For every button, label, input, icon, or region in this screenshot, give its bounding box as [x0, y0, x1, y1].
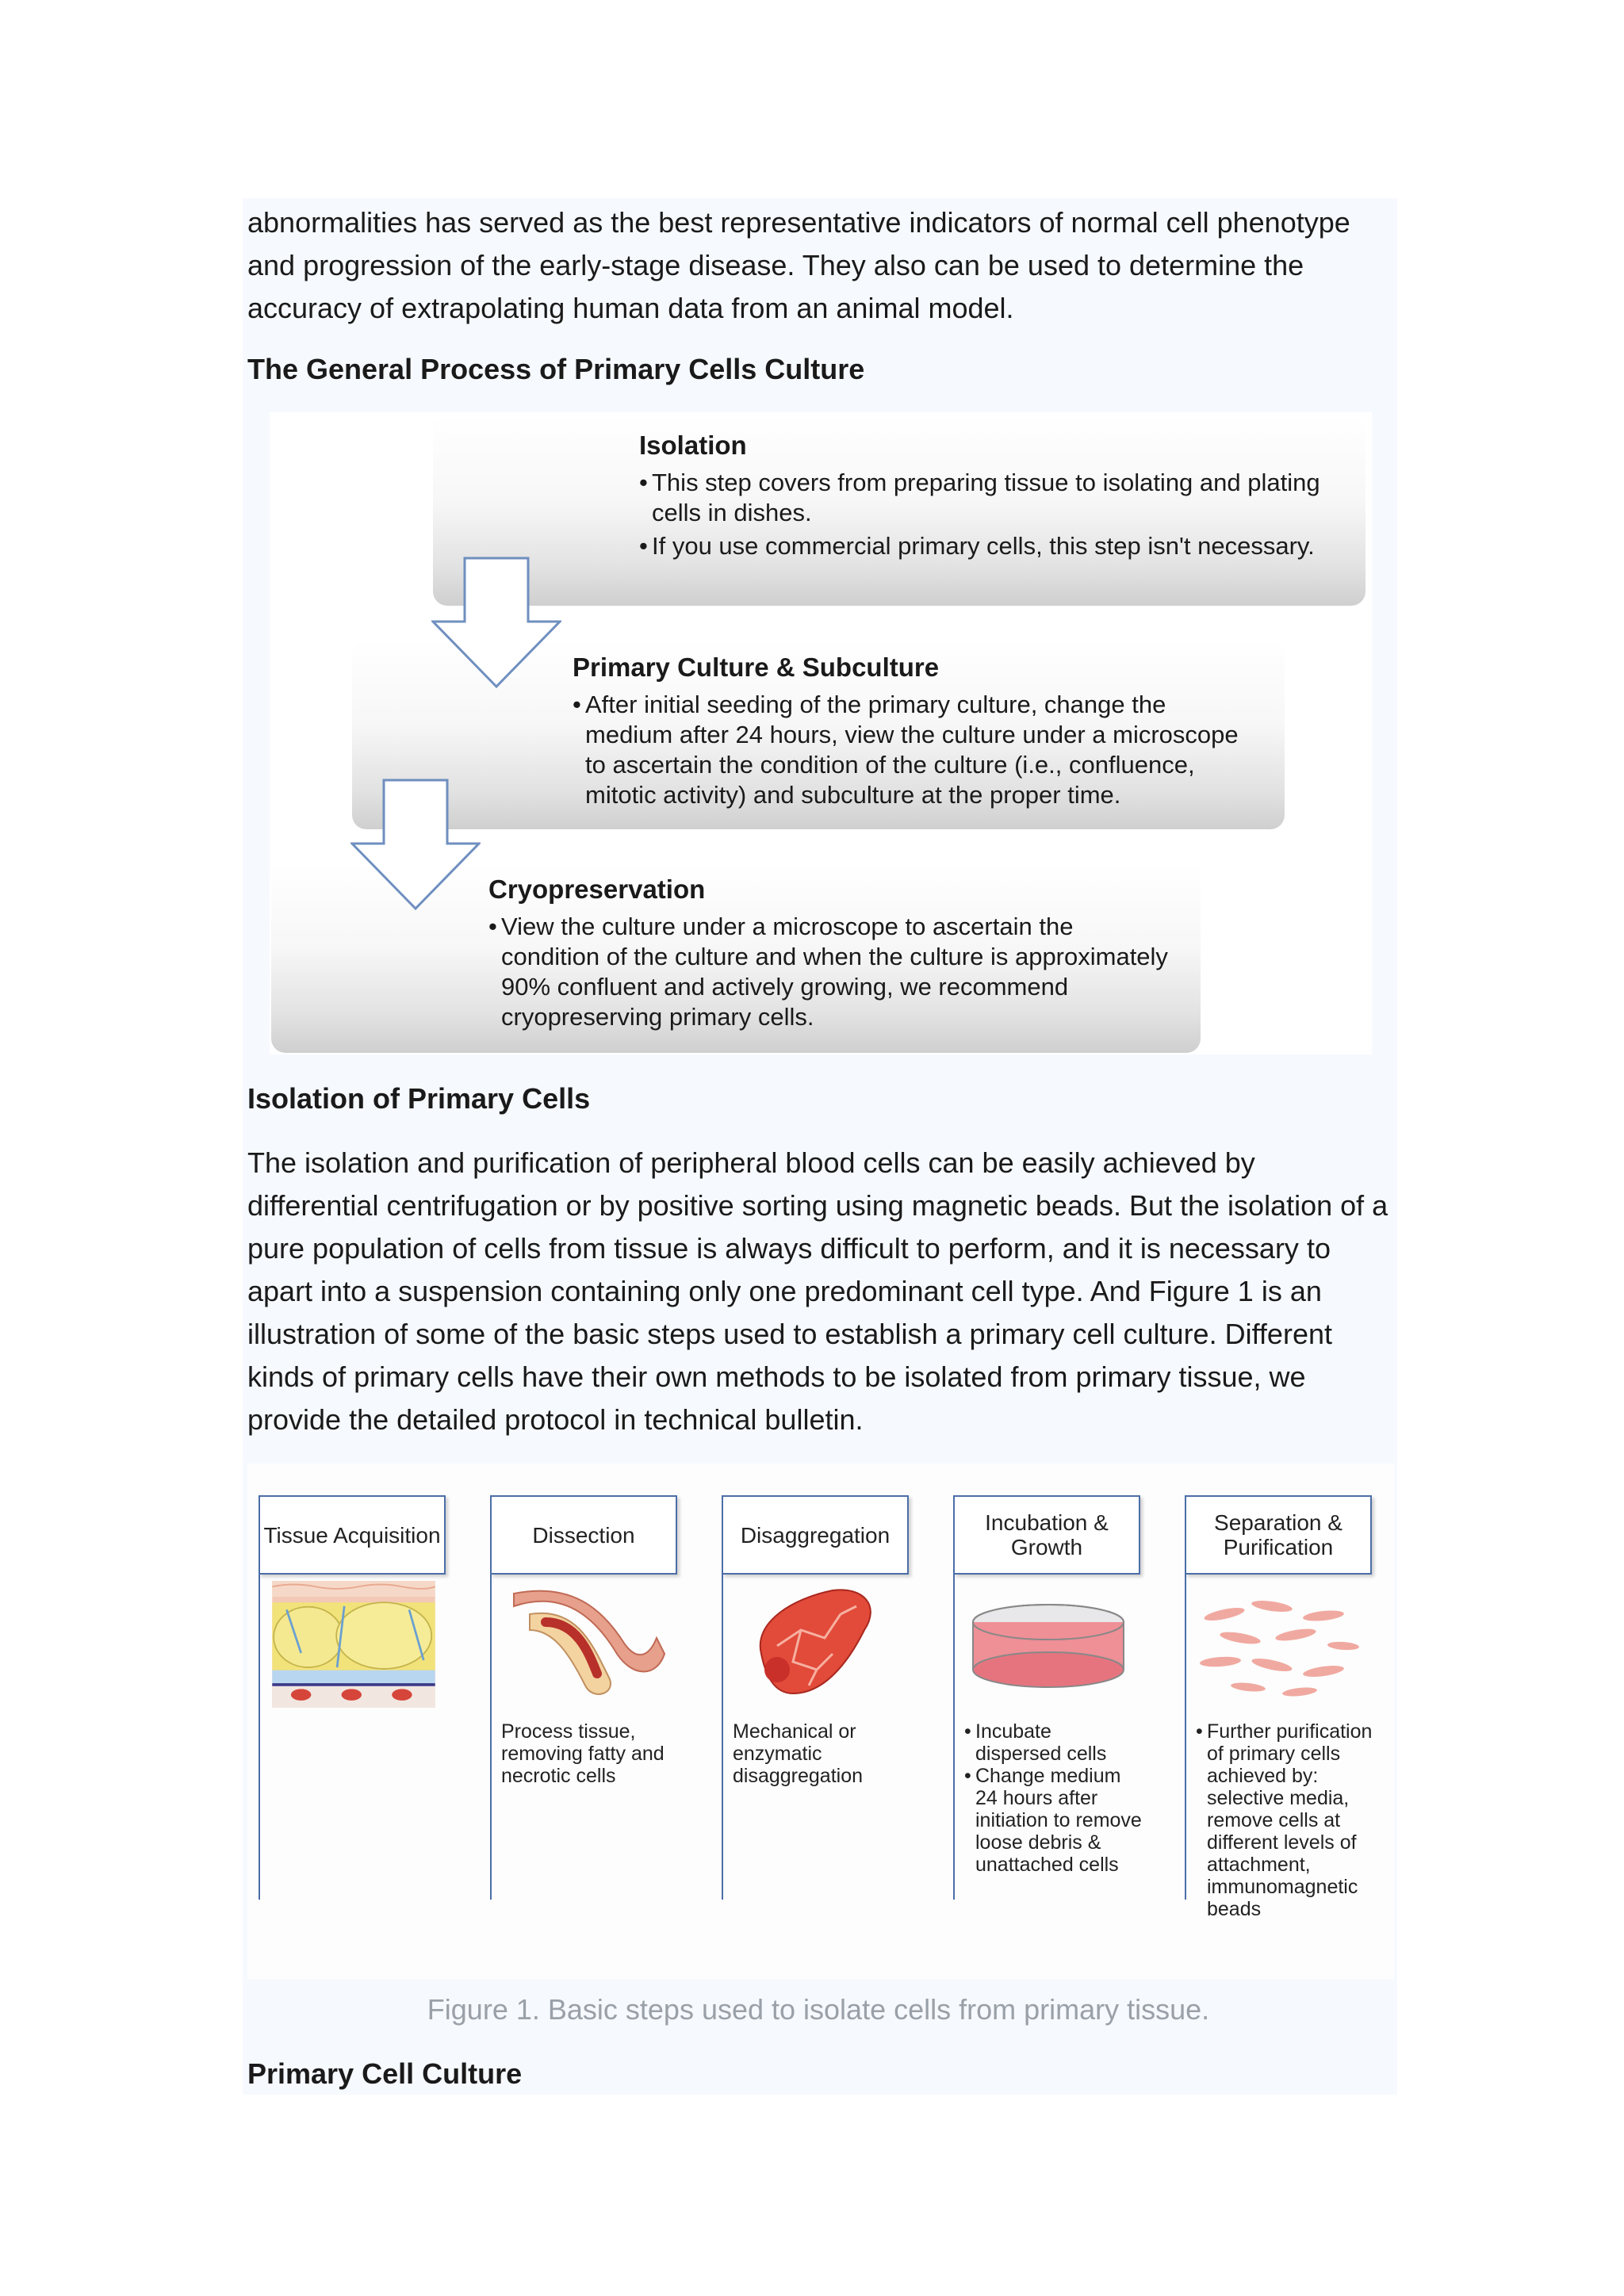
figure-step-dissection: [490, 1495, 679, 1900]
tissue-layers-illustration: [266, 1581, 441, 1708]
blood-vessel-illustration: [498, 1582, 672, 1709]
figure-1: [247, 1464, 1394, 1979]
figure-step-disaggregation: [722, 1495, 910, 1900]
flow-box-cryopreservation: Cryopreservation • View the culture under a microscope to ascertain the condition of the culture and when the culture is approximately 90% confluent and actively growing, we recommend cryopreserving primary cells.: [271, 863, 1201, 1053]
figure-step-header: Dissection: [490, 1495, 677, 1575]
tissue-fragment-illustration: [730, 1582, 904, 1709]
figure-step-incubation: Incubation & Growth • Incubate dispersed cells • Change medium 24 hours after initiation to remove loose debris & unattached cells: [953, 1495, 1142, 1900]
purified-cells-illustration: [1193, 1582, 1367, 1709]
flow-box-isolation: Isolation • This step covers from preparing tissue to isolating and plating cells in dishes. • If you use commercial primary cells, this step isn't necessary.: [433, 415, 1365, 606]
figure-caption: Figure 1. Basic steps used to isolate cells from primary tissue.: [427, 1993, 1210, 2026]
down-arrow-icon: [350, 779, 481, 910]
down-arrow-icon: [431, 557, 561, 688]
figure-step-description: Process tissue, removing fatty and necrotic cells: [501, 1720, 665, 1787]
figure-step-description: Mechanical or enzymatic disaggregation: [733, 1720, 864, 1787]
figure-step-description: Incubate dispersed cells: [975, 1720, 1107, 1765]
flow-step-bullet: After initial seeding of the primary culture, change the medium after 24 hours, view the culture under a microscope to ascertain the condition of the culture (i.e., confluence, mitotic activity) and subculture at the proper time.: [585, 691, 1239, 809]
figure-step-separation: Separation & Purification • Further purification of primary cells achieved by: selective media, remove cells at different levels of attachment, immunomagnetic beads: [1185, 1495, 1373, 1900]
figure-step-description: Further purification of primary cells achieved by: selective media, remove cells at different levels of attachment, immunomagnetic beads: [1207, 1720, 1373, 1920]
culture-dish-illustration: [961, 1582, 1136, 1709]
figure-step-tissue-acquisition: [259, 1495, 447, 1900]
flow-step-bullet: If you use commercial primary cells, this step isn't necessary.: [652, 532, 1315, 560]
flow-step-title: Isolation: [639, 430, 747, 460]
heading-primary-culture: Primary Cell Culture: [247, 2057, 523, 2090]
isolation-paragraph: The isolation and purification of peripheral blood cells can be easily achieved by differential centrifugation or by positive sorting using magnetic beads. But the isolation of a pure population of cells from tissue is always difficult to perform, and it is necessary to apart into a suspension containing only one predominant cell type. And Figure 1 is an illustration of some of the basic steps used to establish a primary cell culture. Different kinds of primary cells have their own methods to be isolated from primary tissue, we provide the detailed protocol in technical bulletin.: [247, 1146, 1388, 1436]
flow-step-title: Primary Culture & Subculture: [573, 652, 940, 682]
figure-step-description: Change medium 24 hours after initiation to remove loose debris & unattached cells: [975, 1765, 1142, 1876]
heading-general-process: The General Process of Primary Cells Culture: [247, 353, 865, 385]
figure-step-header: Disaggregation: [722, 1495, 909, 1575]
heading-isolation: Isolation of Primary Cells: [247, 1082, 591, 1115]
flow-step-bullet: View the culture under a microscope to ascertain the condition of the culture and when the culture is approximately 90% confluent and actively growing, we recommend cryopreserving primary cells.: [501, 913, 1168, 1031]
flow-step-bullet: This step covers from preparing tissue to isolating and plating cells in dishes.: [652, 469, 1320, 526]
flow-box-primary-culture: Primary Culture & Subculture • After initial seeding of the primary culture, change the medium after 24 hours, view the culture under a microscope to ascertain the condition of the culture (i.e., confluence, mitotic activity) and subculture at the proper time.: [352, 639, 1285, 829]
process-flow-diagram: [270, 412, 1372, 1054]
figure-step-header: Tissue Acquisition: [259, 1495, 446, 1575]
intro-paragraph: abnormalities has served as the best representative indicators of normal cell phenotype and progression of the early-stage disease. They also can be used to determine the accuracy of extrapolating human data from an animal model.: [247, 206, 1350, 324]
flow-step-title: Cryopreservation: [488, 874, 706, 904]
figure-step-header: Separation & Purification: [1185, 1495, 1372, 1575]
figure-step-header: Incubation & Growth: [953, 1495, 1140, 1575]
